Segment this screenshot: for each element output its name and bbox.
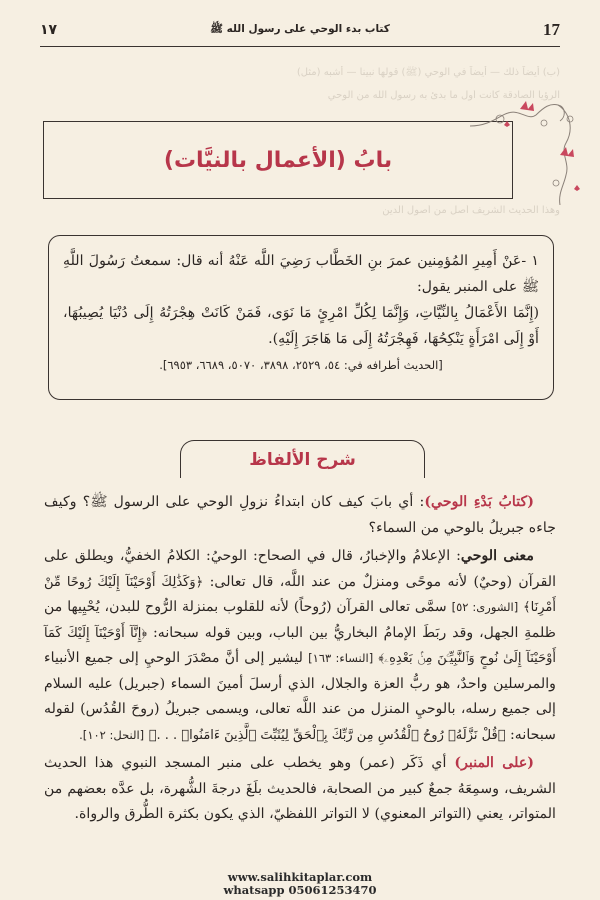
commentary-text: : الإعلامُ والإخبارُ، قال في الصحاح: الوحيُ: الكلامُ الخفيُّ، ويطلق على القرآن (وحيٌ) لأنه موحًى ومنزلٌ من عند اللَّه، قال تعالى: <box>44 548 557 590</box>
bleed-through-line: (ب) أيضاً ذلك — أيضاً في الوحي (ﷺ) قولها نبينا — أشبه (مثل) <box>296 67 560 78</box>
floral-ornament-icon <box>470 85 600 205</box>
hadith-text: (إِنَّمَا الأَعْمَالُ بِالنِّيَّاتِ، وَإِنَّمَا لِكُلِّ امْرِئٍ مَا نَوَى، فَمَنْ كَانَتْ هِجْرَتُهُ إِلَى دُنْيَا يُصِيبُهَا، أَوْ إِلَى امْرَأَةٍ يَنْكِحُهَا، فَهِجْرَتُهُ إِلَى مَا هَاجَرَ إِلَيْهِ). <box>63 305 539 347</box>
hadith-box <box>48 235 554 400</box>
quran-verse: ﴿إِنَّآ أَوْحَيْنَآ إِلَيْكَ كَمَآ أَوْحَيْنَآ إِلَىٰ نُوحٍ وَٱلنَّبِيِّـۧنَ مِنۢ بَعْدِهِۦ﴾ <box>44 625 557 666</box>
hadith-references: [الحديث أطرافه في: ٥٤، ٢٥٢٩، ٣٨٩٨، ٥٠٧٠، ٦٦٨٩، ٦٩٥٣]. <box>159 358 443 372</box>
commentary-paragraph <box>44 490 556 541</box>
commentary-term: (كتابُ بَدْءِ الوحي) <box>424 494 535 510</box>
bleed-through-line: الرؤيا الصادقة كانت أول ما بدئ به رسول الله من الوحي <box>327 90 560 101</box>
section-title: شرح الألفاظ <box>249 449 356 470</box>
commentary-body <box>44 490 556 831</box>
chapter-title: بابُ (الأعمال بالنيَّات) <box>163 147 393 173</box>
section-heading-box <box>180 440 425 478</box>
commentary-term: معنى الوحي <box>460 548 534 564</box>
verse-reference: [النساء: ١٦٣] <box>308 651 374 665</box>
commentary-text: : أي بابَ كيف كان ابتداءُ نزولِ الوحي على الرسول ﷺ؟ وكيف جاءه جبريلُ بالوحي من السماء؟ <box>44 494 556 536</box>
verse-reference: [النحل: ١٠٢]. <box>79 727 145 742</box>
verse-reference: [الشورى: ٥٢] <box>451 600 519 614</box>
running-header <box>40 18 560 47</box>
page-number-latin: 17 <box>542 20 560 39</box>
commentary-paragraph <box>44 544 556 748</box>
watermark-phone: whatsapp 05061253470 <box>223 883 377 897</box>
commentary-paragraph <box>44 751 556 828</box>
page-number-arabic: ١٧ <box>40 22 58 38</box>
running-title: كتاب بدء الوحي على رسول الله ﷺ <box>210 22 390 35</box>
hadith-intro: ١ -عَنْ أَمِيرِ المُؤمِنين عمرَ بنِ الخَطَّاب رَضِيَ اللَّه عَنْهُ أنه قال: سمعتُ رَسُولَ اللَّهِ ﷺ على المنبر يقول: <box>63 253 539 295</box>
bleed-through-line: وهذا الحديث الشريف أصل من أصول الدين <box>382 205 560 216</box>
quran-verse: ﴿قُلْ نَزَّلَهُۥ رُوحُ ٱلْقُدُسِ مِن رَّبِّكَ بِٱلْحَقِّ لِيُثَبِّتَ ٱلَّذِينَ ءَامَنُوا۟ . . .﴾ <box>148 727 506 743</box>
watermark-url: www.salihkitaplar.com <box>227 870 373 884</box>
commentary-text: سمَّى تعالى القرآن (رُوحاً) لأنه للقلوب بمنزلة الرُّوح للبدن، يُحْيِيها من ظلمةِ الجهل، وقد ربَطَ الإمامُ البخاريُّ بين الباب، وبين قوله سبحانه: <box>44 599 557 641</box>
commentary-text: أي ذَكَر (عمر) وهو يخطب على منبر المسجد النبوي هذا الحديث الشريف، وسمِعَهُ جمعٌ كبير من الصحابة، فالحديث بلَغَ درجةَ الشُّهرة، بل عدَّه بعضهم من المتواتر، يعني (التواتر المعنوي) لا التواتر اللفظيّ، الذي يكون بكثرة الطُّرق والرواة. <box>44 755 556 822</box>
chapter-title-box <box>43 121 513 199</box>
watermark <box>0 871 600 897</box>
quran-verse: ﴿وَكَذَٰلِكَ أَوْحَيْنَآ إِلَيْكَ رُوحًا مِّنْ أَمْرِنَا﴾ <box>44 574 556 615</box>
commentary-term: (على المنبر) <box>454 755 534 771</box>
commentary-text: ليشير إلى أنَّ مصْدَرَ الوحيِ إلى جميع الأنبياء والمرسلين واحدٌ، هو ربُّ العزة والجلال، الذي أرسلَ أمينَ السماء (جبريل) عليه السلام إلى جميع رسله، بالوحيِ المنزل من عند اللَّه تعالى، ويسمى جبريلُ (روحَ القُدُس) لقوله سبحانه: <box>44 650 556 743</box>
